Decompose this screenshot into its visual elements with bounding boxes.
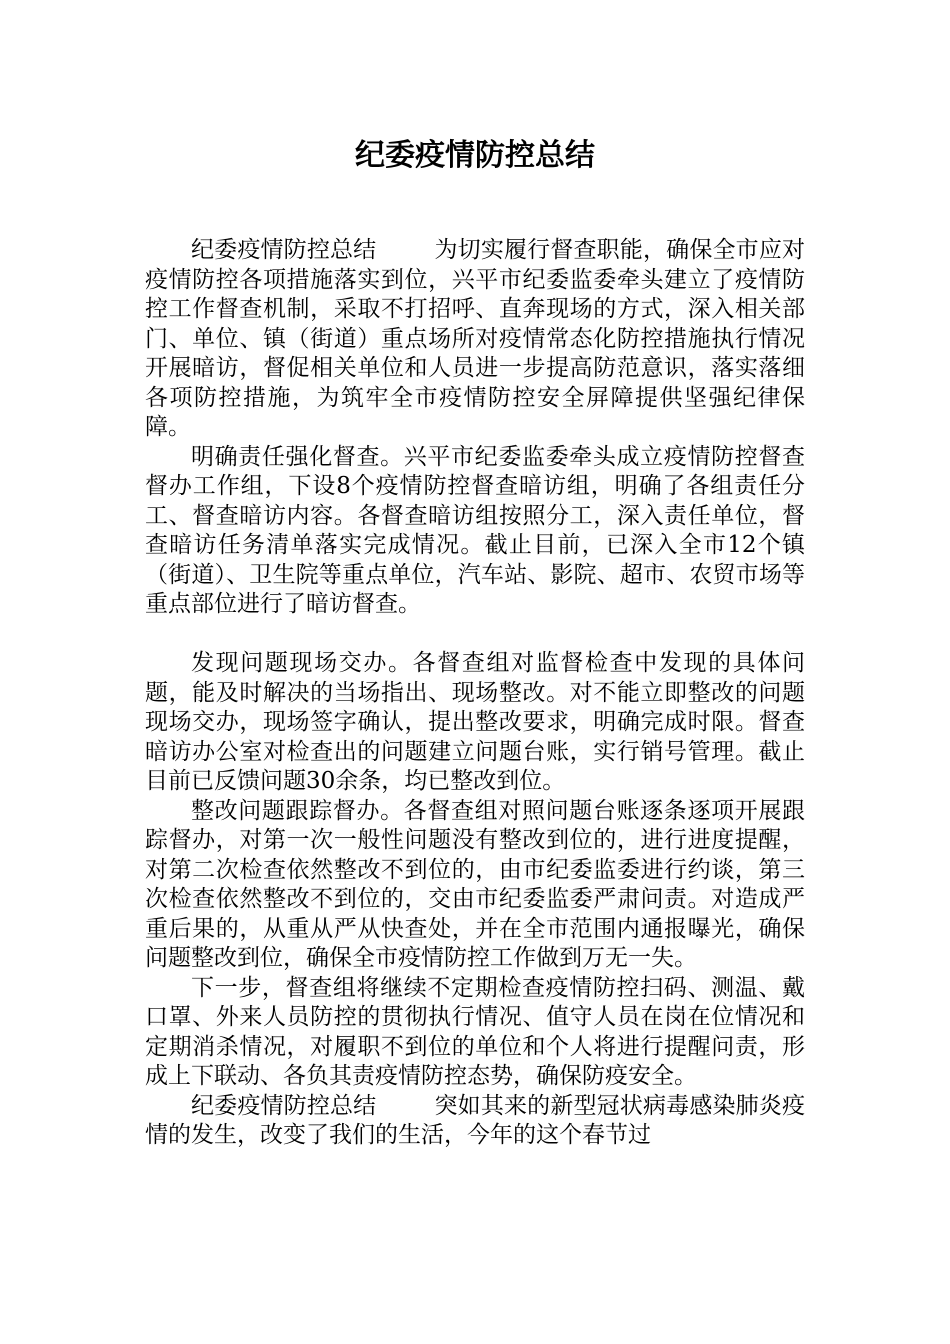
paragraph-text: 突如其来的新型冠状病毒感染肺炎疫情的发生，改变了我们的生活，今年的这个春节过 (145, 1092, 806, 1148)
paragraph-text: 发现问题现场交办。各督查组对监督检查中发现的具体问题，能及时解决的当场指出、现场整改。对不能立即整改的问题现场交办，现场签字确认，提出整改要求，明确完成时限。督查暗访办公室对检查出的问题建立问题台账，实行销号管理。截止目前已反馈问题30余条，均已整改到位。 (145, 650, 805, 794)
paragraph-lead: 纪委疫情防控总结 (191, 1092, 377, 1119)
paragraph-issues (145, 649, 805, 797)
paragraph-second-summary (145, 1092, 805, 1151)
document-body (145, 236, 805, 1151)
paragraph-text: 整改问题跟踪督办。各督查组对照问题台账逐条逐项开展跟踪督办，对第一次一般性问题没有整改到位的，进行进度提醒，对第二次检查依然整改不到位的，由市纪委监委进行约谈，第三次检查依然整改不到位的，交由市纪委监委严肃问责。对造成严重后果的，从重从严从快查处，并在全市范围内通报曝光，确保问题整改到位，确保全市疫情防控工作做到万无一失。 (145, 797, 805, 971)
paragraph-text: 下一步，督查组将继续不定期检查疫情防控扫码、测温、戴口罩、外来人员防控的贯彻执行情况、值守人员在岗在位情况和定期消杀情况，对履职不到位的单位和个人将进行提醒问责，形成上下联动、各负其责疫情防控态势，确保防疫安全。 (145, 974, 805, 1089)
paragraph-lead: 纪委疫情防控总结 (191, 237, 377, 263)
document-title: 纪委疫情防控总结 (355, 138, 595, 173)
paragraph-intro (145, 236, 805, 443)
paragraph-text: 为切实履行督查职能，确保全市应对疫情防控各项措施落实到位，兴平市纪委监委牵头建立了疫情防控工作督查机制，采取不打招呼、直奔现场的方式，深入相关部门、单位、镇（街道）重点场所对疫情常态化防控措施执行情况开展暗访，督促相关单位和人员进一步提高防范意识，落实落细各项防控措施，为筑牢全市疫情防控安全屏障提供坚强纪律保障。 (145, 237, 806, 440)
paragraph-rectification (145, 797, 805, 974)
paragraph-text: 明确责任强化督查。兴平市纪委监委牵头成立疫情防控督查督办工作组，下设8个疫情防控督查暗访组，明确了各组责任分工、督查暗访内容。各督查暗访组按照分工，深入责任单位，督查暗访任务清单落实完成情况。截止目前，已深入全市12个镇（街道）、卫生院等重点单位，汽车站、影院、超市、农贸市场等重点部位进行了暗访督查。 (145, 443, 805, 617)
paragraph-responsibility (145, 443, 805, 620)
paragraph-next-step (145, 974, 805, 1092)
